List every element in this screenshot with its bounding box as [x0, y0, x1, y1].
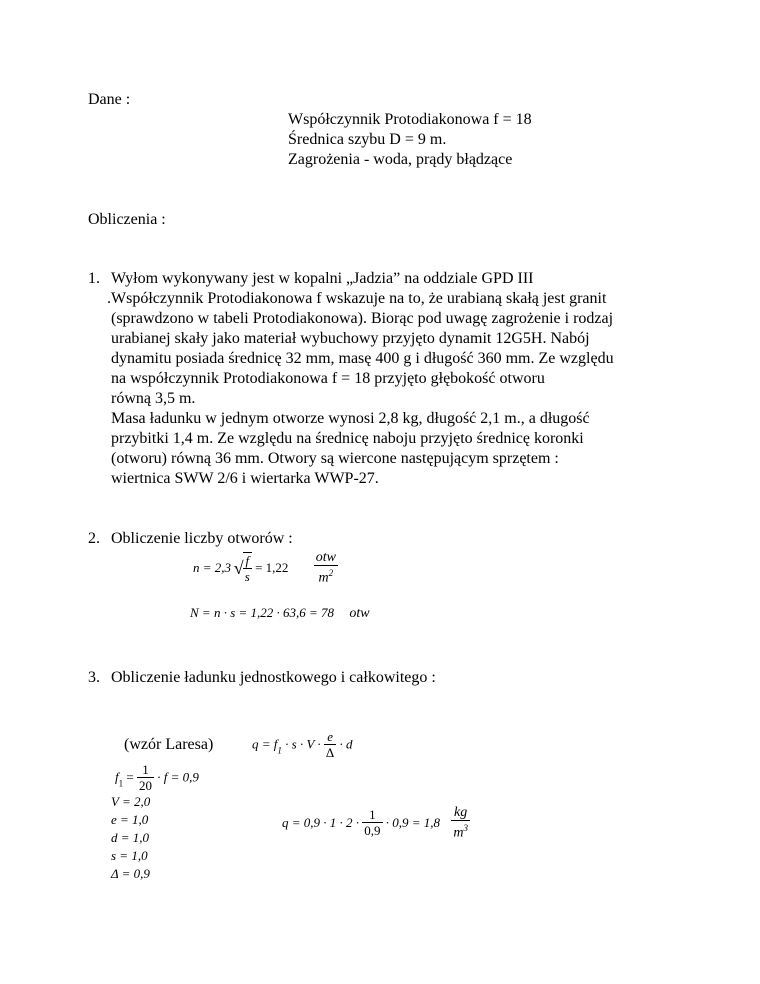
formula-n-rhs: = 1,22	[255, 559, 289, 575]
formula-q-result-unit-den: m	[453, 825, 464, 841]
item3-number: 3.	[88, 669, 100, 686]
formula-q-result-frac-den: 0,9	[364, 823, 381, 839]
item1-paragraph	[107, 269, 614, 489]
formula-q-rhs: · d	[339, 736, 353, 752]
item1-line: .Współczynnik Protodiakonowa f wskazuje na to, że urabianą skałą jest granit	[107, 290, 607, 307]
var-d: d = 1,0	[111, 830, 150, 845]
formula-f1-frac-num: 1	[137, 762, 154, 778]
formula-n-unit-den: m	[318, 570, 329, 586]
item1-line: (otworu) równą 36 mm. Otwory są wiercone następującym sprzętem :	[111, 450, 559, 467]
formula-f1-eq: =	[126, 769, 134, 785]
formula-q-frac-den: Δ	[325, 745, 335, 760]
item1-line: Masa ładunku w jednym otworze wynosi 2,8 kg, długość 2,1 m., a długość	[111, 410, 590, 427]
formula-N-unit: otw	[349, 606, 370, 621]
item1-line: (sprawdzono w tabeli Protodiakonowa). Biorąc pod uwagę zagrożenie i rodzaj	[111, 310, 614, 327]
item1-number: 1.	[88, 270, 100, 287]
formula-n-unit-num: otw	[315, 550, 336, 565]
formula-f1-rhs: · f = 0,9	[157, 769, 199, 785]
wzor-label: (wzór Laresa)	[124, 736, 214, 753]
item3-title: Obliczenie ładunku jednostkowego i całkowitego :	[111, 669, 436, 686]
item1-line: przybitki 1,4 m. Ze względu na średnicę naboju przyjęto średnicę koronki	[111, 430, 584, 447]
item1-line: Wyłom wykonywany jest w kopalni „Jadzia” na oddziale GPD III	[111, 270, 534, 287]
formula-f1-lhs: f	[115, 769, 119, 785]
var-V: V = 2,0	[111, 794, 151, 809]
dane-line-hazards: Zagrożenia - woda, prądy błądzące	[288, 151, 513, 168]
formula-q-result	[282, 805, 470, 841]
obliczenia-heading: Obliczenia :	[88, 211, 166, 228]
dane-heading: Dane :	[88, 91, 131, 108]
formula-q-result-lhs: q = 0,9 · 1 · 2 ·	[282, 814, 360, 830]
formula-n	[193, 550, 338, 586]
formula-q-result-unit-num: kg	[451, 805, 470, 821]
formula-q-lhs: q = f	[252, 736, 278, 752]
formula-q-result-unit-exp: 3	[463, 823, 468, 833]
formula-q	[252, 729, 353, 760]
formula-q-result-rhs: · 0,9 = 1,8	[385, 814, 441, 830]
formula-f1	[115, 762, 199, 793]
item1-line: urabianej skały jako materiał wybuchowy przyjęto dynamit 12G5H. Nabój	[111, 330, 590, 347]
formula-f1-sub: 1	[118, 778, 124, 789]
formula-n-frac-den: s	[244, 568, 250, 584]
sqrt-icon: √ $\frac{f}{s}$	[233, 552, 250, 584]
formula-f1-frac-den: 20	[138, 778, 152, 793]
var-e: e = 1,0	[111, 812, 149, 827]
dane-line-coefficient: Współczynnik Protodiakonowa f = 18	[288, 111, 532, 128]
formula-q-sub: 1	[277, 745, 282, 756]
formula-n-unit-exp: 2	[328, 568, 334, 578]
item2-number: 2.	[88, 530, 100, 547]
formula-q-mid: · s · V ·	[285, 736, 321, 752]
formula-N-expr: N = n · s = 1,22 · 63,6 = 78	[190, 605, 335, 620]
item2-title: Obliczenie liczby otworów :	[111, 530, 293, 547]
formula-q-result-frac-num: 1	[362, 807, 382, 823]
dane-line-diameter: Średnica szybu D = 9 m.	[288, 131, 447, 148]
var-delta: Δ = 0,9	[111, 866, 150, 881]
formula-N	[190, 605, 370, 622]
item1-line: wiertnica SWW 2/6 i wiertarka WWP-27.	[111, 470, 379, 487]
formula-n-frac-num: f	[243, 553, 252, 569]
formula-n-lhs: n = 2,3 ·	[193, 559, 238, 575]
formula-q-frac-num: e	[324, 729, 336, 745]
item1-line: równą 3,5 m.	[111, 390, 196, 407]
var-s: s = 1,0	[111, 848, 148, 863]
item1-line: na współczynnik Protodiakonowa f = 18 przyjęto głębokość otworu	[111, 370, 545, 387]
item1-line: dynamitu posiada średnicę 32 mm, masę 400 g i długość 360 mm. Ze względu	[111, 350, 614, 367]
